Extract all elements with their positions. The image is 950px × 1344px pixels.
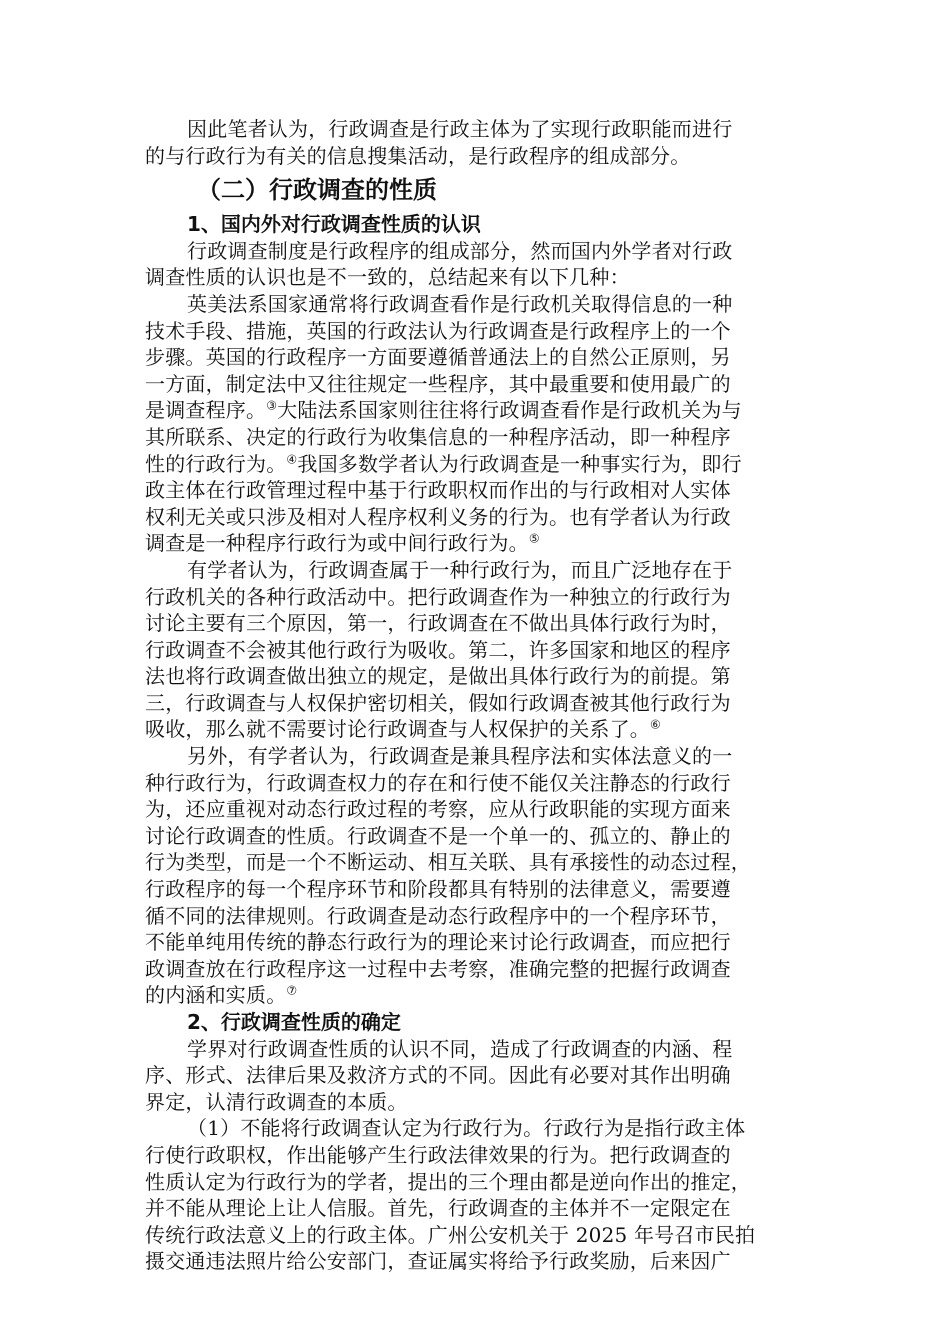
text-line: 行政调查制度是行政程序的组成部分，然而国内外学者对行政 bbox=[187, 238, 733, 263]
footnote-marker: ④ bbox=[286, 451, 298, 466]
footnote-marker: ⑦ bbox=[286, 983, 298, 998]
text-line: 调查性质的认识也是不一致的，总结起来有以下几种： bbox=[145, 265, 630, 290]
text-line: 行政程序的每一个程序环节和阶段都具有特别的法律意义，需要遵 bbox=[145, 877, 731, 902]
text-line: 因此笔者认为，行政调查是行政主体为了实现行政职能而进行 bbox=[187, 117, 733, 141]
text-segment: 吸收，那么就不需要讨论行政调查与人权保护的关系了。 bbox=[145, 717, 650, 742]
paragraph bbox=[145, 1036, 805, 1116]
text-line bbox=[145, 397, 805, 424]
paragraph bbox=[145, 557, 805, 743]
text-line: 技术手段、措施，英国的行政法认为行政调查是行政程序上的一个 bbox=[145, 318, 731, 343]
paragraph bbox=[145, 238, 805, 291]
paragraph bbox=[145, 116, 805, 169]
section-heading: （二）行政调查的性质 bbox=[197, 176, 437, 205]
subsection-heading: 2、行政调查性质的确定 bbox=[187, 1010, 401, 1034]
text-line: 有学者认为，行政调查属于一种行政行为，而且广泛地存在于 bbox=[187, 557, 733, 582]
text-line: 种行政行为，行政调查权力的存在和行使不能仅关注静态的行政行 bbox=[145, 770, 731, 795]
text-line bbox=[145, 716, 805, 743]
footnote-marker: ⑤ bbox=[528, 531, 540, 546]
text-line: 行政调查不会被其他行政行为吸收。第二，许多国家和地区的程序 bbox=[145, 637, 731, 662]
text-line: 一方面，制定法中又往往规定一些程序，其中最重要和使用最广的 bbox=[145, 371, 731, 396]
text-segment: 我国多数学者认为行政调查是一种事实行为，即行 bbox=[297, 451, 742, 476]
text-line: 的与行政行为有关的信息搜集活动，是行政程序的组成部分。 bbox=[145, 143, 691, 168]
text-line: （1）不能将行政调查认定为行政行为。行政行为是指行政主体 bbox=[187, 1116, 746, 1141]
text-line: 政主体在行政管理过程中基于行政职权而作出的与行政相对人实体 bbox=[145, 478, 731, 503]
text-line: 性质认定为行政行为的学者，提出的三个理由都是逆向作出的推定， bbox=[145, 1169, 751, 1194]
text-line: 行为类型，而是一个不断运动、相互关联、具有承接性的动态过程， bbox=[145, 850, 751, 875]
text-line: 序、形式、法律后果及救济方式的不同。因此有必要对其作出明确 bbox=[145, 1063, 731, 1088]
text-line bbox=[145, 451, 805, 478]
text-line: 行使行政职权，作出能够产生行政法律效果的行为。把行政调查的 bbox=[145, 1142, 731, 1167]
text-segment: 的内涵和实质。 bbox=[145, 983, 287, 1008]
text-line: 摄交通违法照片给公安部门，查证属实将给予行政奖励，后来因广 bbox=[145, 1249, 731, 1274]
document-body bbox=[145, 116, 805, 1275]
text-line: 其所联系、决定的行政行为收集信息的一种程序活动，即一种程序 bbox=[145, 424, 731, 449]
text-line: 并不能从理论上让人信服。首先，行政调查的主体并不一定限定在 bbox=[145, 1196, 731, 1221]
subsection-heading: 1、国内外对行政调查性质的认识 bbox=[187, 212, 481, 237]
paragraph bbox=[145, 743, 805, 1009]
text-line: 传统行政法意义上的行政主体。广州公安机关于 2025 年号召市民拍 bbox=[145, 1222, 756, 1247]
text-line: 步骤。英国的行政程序一方面要遵循普通法上的自然公正原则，另 bbox=[145, 345, 731, 370]
text-line: 循不同的法律规则。行政调查是动态行政程序中的一个程序环节， bbox=[145, 903, 731, 928]
text-line: 英美法系国家通常将行政调查看作是行政机关取得信息的一种 bbox=[187, 291, 733, 316]
paragraph bbox=[145, 291, 805, 557]
text-line: 法也将行政调查做出独立的规定，是做出具体行政行为的前提。第 bbox=[145, 664, 731, 689]
footnote-marker: ③ bbox=[266, 398, 278, 413]
text-line: 另外，有学者认为，行政调查是兼具程序法和实体法意义的一 bbox=[187, 744, 733, 769]
text-line bbox=[145, 982, 805, 1009]
text-line: 权利无关或只涉及相对人程序权利义务的行为。也有学者认为行政 bbox=[145, 504, 731, 529]
text-line: 为，还应重视对动态行政过程的考察，应从行政职能的实现方面来 bbox=[145, 797, 731, 822]
text-line: 界定，认清行政调查的本质。 bbox=[145, 1089, 408, 1114]
text-segment: 性的行政行为。 bbox=[145, 451, 287, 476]
text-segment: 大陆法系国家则往往将行政调查看作是行政机关为与 bbox=[277, 398, 742, 423]
text-segment: 调查是一种程序行政行为或中间行政行为。 bbox=[145, 531, 529, 556]
text-line: 三，行政调查与人权保护密切相关，假如行政调查被其他行政行为 bbox=[145, 690, 731, 715]
text-line: 不能单纯用传统的静态行政行为的理论来讨论行政调查，而应把行 bbox=[145, 930, 731, 955]
text-line: 讨论行政调查的性质。行政调查不是一个单一的、孤立的、静止的 bbox=[145, 823, 731, 848]
text-line: 行政机关的各种行政活动中。把行政调查作为一种独立的行政行为 bbox=[145, 584, 731, 609]
footnote-marker: ⑥ bbox=[650, 717, 661, 732]
text-line: 政调查放在行政程序这一过程中去考察，准确完整的把握行政调查 bbox=[145, 956, 731, 981]
text-line: 讨论主要有三个原因，第一，行政调查在不做出具体行政行为时， bbox=[145, 611, 731, 636]
text-line bbox=[145, 530, 805, 557]
text-line: 学界对行政调查性质的认识不同，造成了行政调查的内涵、程 bbox=[187, 1036, 733, 1061]
paragraph bbox=[145, 1115, 805, 1275]
text-segment: 是调查程序。 bbox=[145, 398, 267, 423]
